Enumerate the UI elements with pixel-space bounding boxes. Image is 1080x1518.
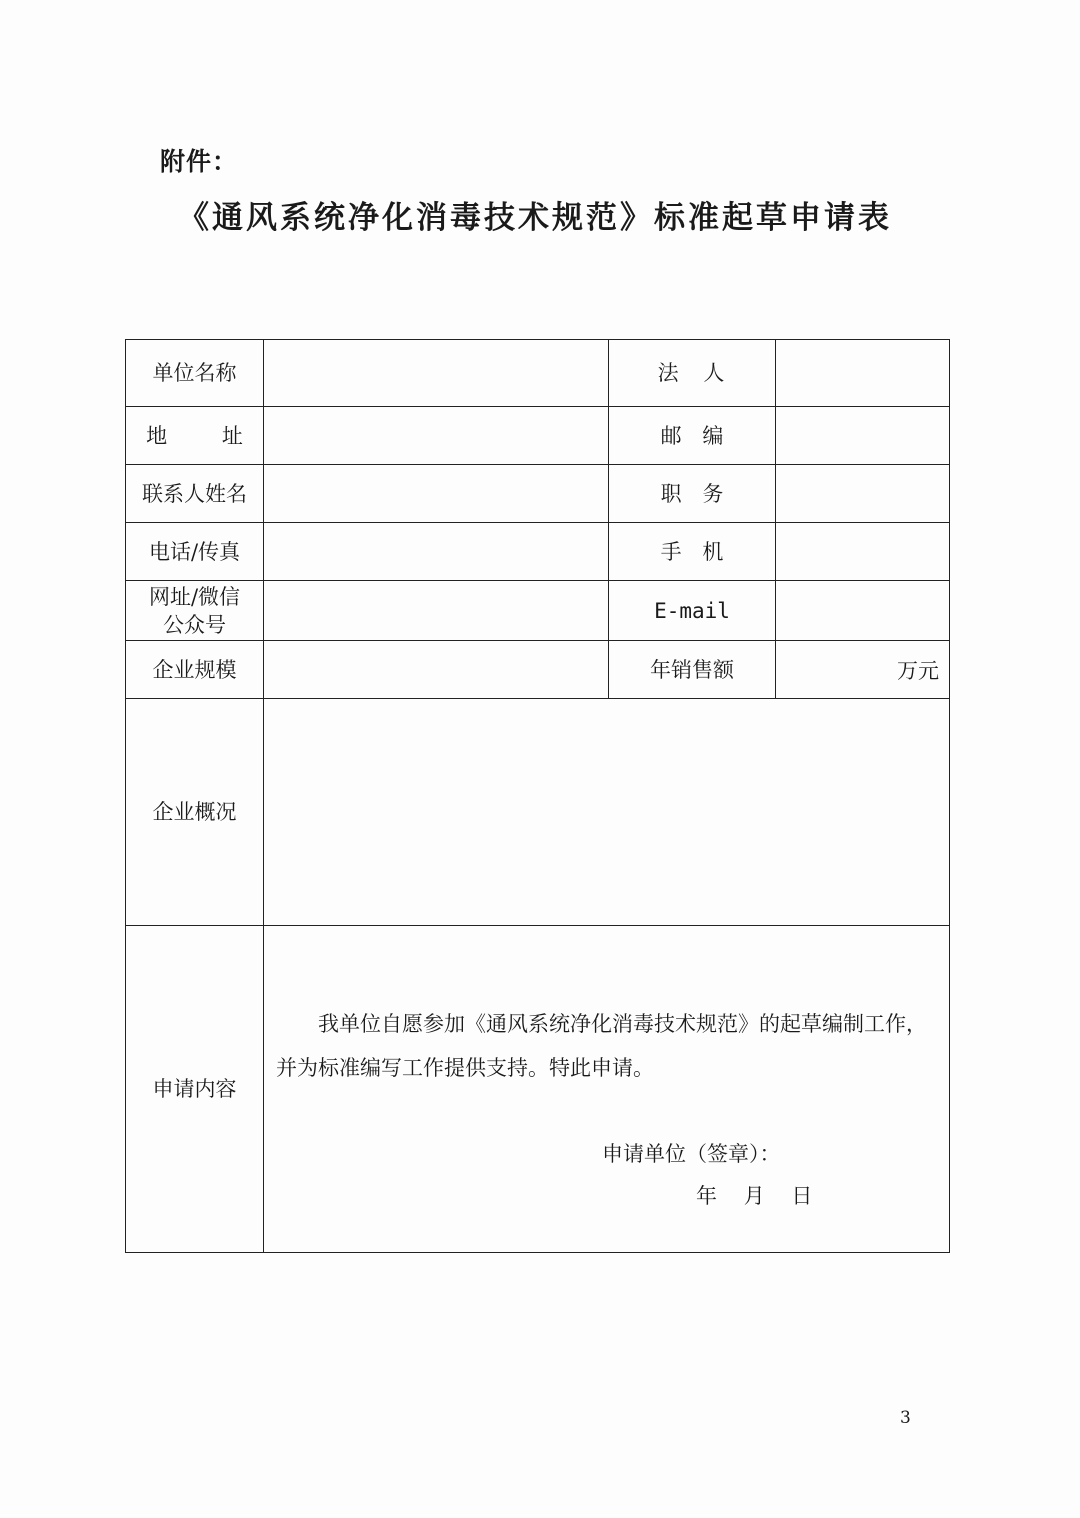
unit-name-field[interactable] [264,340,609,407]
unit-name-label: 单位名称 [126,340,264,407]
attachment-label: 附件： [160,147,239,176]
address-label: 地 址 [126,407,264,465]
email-label: E-mail [609,581,776,641]
application-content [264,926,950,1253]
email-field[interactable] [776,581,950,641]
form-row-unit [126,340,950,407]
application-text: 我单位自愿参加《通风系统净化消毒技术规范》的起草编制工作，并为标准编写工作提供支持。特此申请。 [276,1012,927,1080]
annual-sales-field[interactable] [776,641,950,699]
form-row-contact [126,465,950,523]
application-form-table [125,339,950,1253]
website-label-line1: 网址/微信 [148,584,241,609]
company-scale-field[interactable] [264,641,609,699]
website-label-line2: 公众号 [163,612,226,637]
page-number: 3 [900,1408,911,1428]
document-title: 《通风系统净化消毒技术规范》标准起草申请表 [178,200,892,236]
legal-person-field[interactable] [776,340,950,407]
application-label: 申请内容 [126,926,264,1253]
form-row-overview [126,699,950,926]
contact-name-field[interactable] [264,465,609,523]
contact-name-label: 联系人姓名 [126,465,264,523]
position-label: 职 务 [609,465,776,523]
phone-fax-field[interactable] [264,523,609,581]
company-overview-field[interactable] [264,699,950,926]
form-row-application [126,926,950,1253]
annual-sales-label: 年销售额 [609,641,776,699]
form-row-website [126,581,950,641]
applicant-signature-label: 申请单位（签章）： [602,1142,781,1166]
phone-fax-label: 电话/传真 [126,523,264,581]
position-field[interactable] [776,465,950,523]
postcode-label: 邮 编 [609,407,776,465]
form-row-phone [126,523,950,581]
form-row-address [126,407,950,465]
company-overview-label: 企业概况 [126,699,264,926]
postcode-field[interactable] [776,407,950,465]
annual-sales-unit: 万元 [897,658,939,683]
legal-person-label: 法 人 [609,340,776,407]
mobile-label: 手 机 [609,523,776,581]
mobile-field[interactable] [776,523,950,581]
form-row-scale [126,641,950,699]
website-label [126,581,264,641]
application-date-line: 年 月 日 [696,1184,813,1208]
website-field[interactable] [264,581,609,641]
address-field[interactable] [264,407,609,465]
company-scale-label: 企业规模 [126,641,264,699]
